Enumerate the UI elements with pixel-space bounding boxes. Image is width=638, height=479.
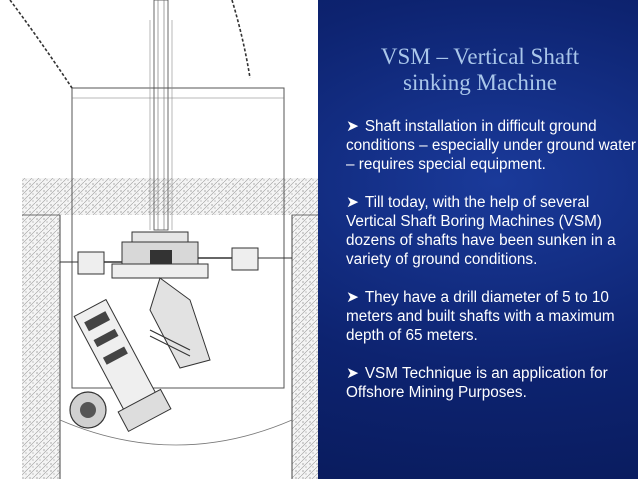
slide-title [330,44,630,96]
bullet-item [346,117,636,174]
title-line-1: VSM – Vertical Shaft [380,44,580,69]
bullet-text: They have a drill diameter of 5 to 10 meters and built shafts with a maximum depth of 65 meters. [346,289,615,344]
arrow-bullet-icon: ➤ [346,289,359,306]
vsm-technical-drawing [0,0,318,479]
bullet-item [346,288,636,345]
arrow-bullet-icon: ➤ [346,194,359,211]
bullet-text: Till today, with the help of several Vertical Shaft Boring Machines (VSM) dozens of shafts have been sunken in a variety of ground conditions. [346,194,616,268]
bullet-text: Shaft installation in difficult ground conditions – especially under ground water – requires special equipment. [346,118,636,173]
arrow-bullet-icon: ➤ [346,365,359,382]
bullet-text: VSM Technique is an application for Offshore Mining Purposes. [346,365,608,401]
arrow-bullet-icon: ➤ [346,118,359,135]
vsm-drawing-svg [0,0,318,479]
bullet-list [346,117,636,421]
title-line-2: sinking Machine [403,70,557,95]
bullet-item [346,364,636,402]
bullet-item [346,193,636,269]
